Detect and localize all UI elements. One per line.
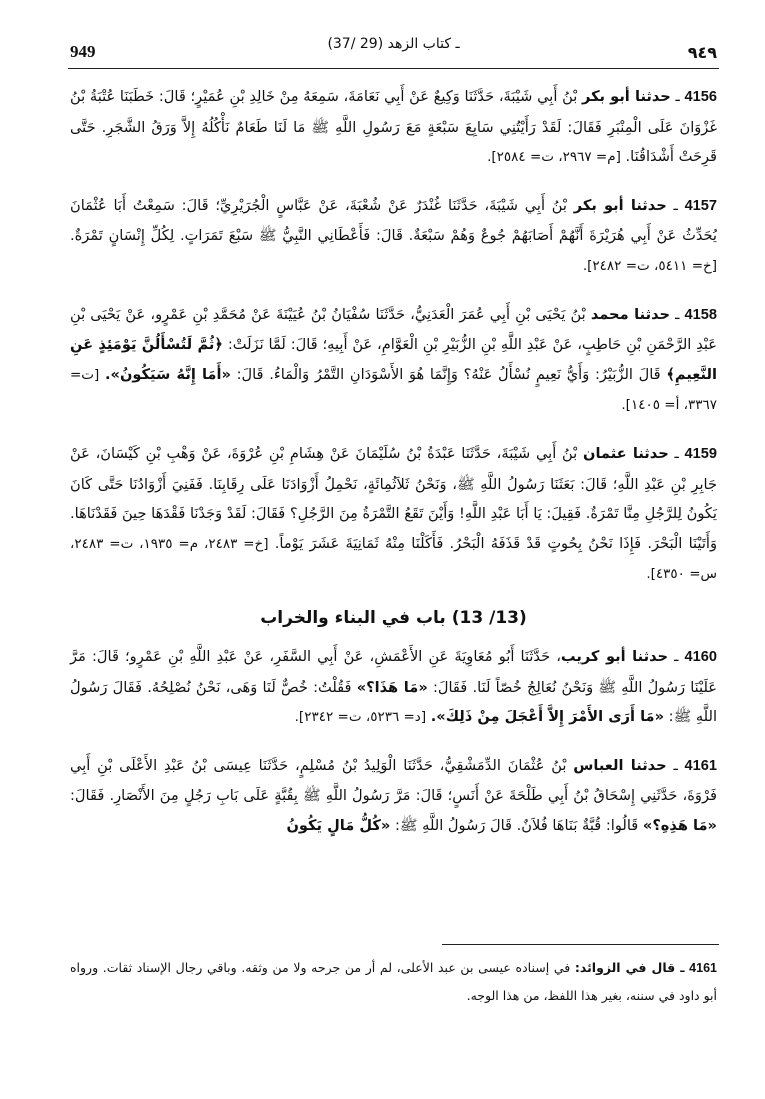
hadith-text: بْنُ أَبِي شَيْبَةَ، حَدَّثَنَا غُنْدَرٌ عَنْ شُعْبَةَ، عَنْ عَبَّاسٍ الْجُرَيْرِيِّ؛ قَالَ: سَمِعْتُ أَبَا عُثْمَانَ يُحَدِّثُ عَنْ أَبِي هُرَيْرَةَ أَنَّهُمْ أَصَابَهُمْ جُوعٌ وَهُمْ سَبْعَةٌ. قَالَ: فَأَعْطَانِي النَّبِيُّ ﷺ سَبْعَ تَمَرَاتٍ. لِكُلِّ إِنْسَانٍ تَمْرَةٌ. <box>70 196 717 245</box>
hadith-reference: [د= ٥٢٣٦، ت= ٢٣٤٢]. <box>294 709 427 726</box>
chapter-heading: (13/ 13) باب في البناء والخراب <box>260 607 527 628</box>
footnote-number: 4161 <box>689 961 717 975</box>
hadith-lead: حدثنا أبو بكر <box>573 196 667 214</box>
footnote <box>70 954 717 1010</box>
hadith-reference: [م= ٢٩٦٧، ت= ٢٥٨٤]. <box>487 149 621 166</box>
hadith-number: 4158 <box>684 306 717 323</box>
hadith-paragraph: 4156 ـ حدثنا أبو بكر بْنُ أَبِي شَيْبَةَ، حَدَّثَنَا وَكِيعٌ عَنْ أَبِي نَعَامَةَ، سَمِعَهُ مِنْ خَالِدِ بْنِ عُمَيْرٍ؛ قَالَ: خَطَبَنَا عُتْبَةُ بْنُ غَزْوَانَ عَلَى الْمِنْبَرِ فَقَالَ: لَقَدْ رَأَيْتُنِي سَابِعَ سَبْعَةٍ مَعَ رَسُولِ اللَّهِ ﷺ مَا لَنَا طَعَامٌ نَأْكُلُهُ إِلاَّ وَرَقُ الشَّجَرِ. حَتَّى قَرِحَتْ أَشْدَاقُنَا. [م= ٢٩٦٧، ت= ٢٥٨٤]. <box>70 88 717 166</box>
hadith-lead: حدثنا العباس <box>573 756 667 774</box>
hadith-reference: [ت= ٣٣٦٧، أ= ١٤٠٥]. <box>70 366 717 414</box>
hadith-text: بْنُ عُثْمَانَ الدِّمَشْقِيُّ، حَدَّثَنَا الْوَلِيدُ بْنُ مُسْلِمٍ، حَدَّثَنَا عِيسَى بْنُ عَبْدِ الأَعْلَى بْنِ أَبِي فَرْوَةَ، حَدَّثَنِي إِسْحَاقُ بْنُ أَبِي طَلْحَةَ عَنْ أَنَسٍ؛ قَالَ: مَرَّ رَسُولُ اللَّهِ ﷺ بِقُبَّةٍ عَلَى بَابِ رَجُلٍ مِنَ الأَنْصَارِ. فَقَالَ: <box>70 756 717 805</box>
hadith-reference: [خ= ٢٤٨٣، م= ١٩٣٥، ت= ٢٤٨٣، س= ٤٣٥٠]. <box>70 535 717 583</box>
hadith-number: 4161 <box>684 757 717 774</box>
quran-quote: ﴿ثُمَّ لَتُسْأَلُنَّ يَوْمَئِذٍ عَنِ النَّعِيمِ﴾ <box>70 336 717 383</box>
footnote-rule <box>442 944 719 945</box>
header-rule <box>68 68 719 69</box>
page-number-arabic: ٩٤٩ <box>687 43 717 62</box>
hadith-text: بْنُ أَبِي شَيْبَةَ، حَدَّثَنَا عَبْدَةُ بْنُ سُلَيْمَانَ عَنْ هِشَامِ بْنِ عُرْوَةَ، عَنْ وَهْبِ بْنِ كَيْسَانَ، عَنْ جَابِرِ بْنِ عَبْدِ اللَّهِ؛ قَالَ: بَعَثَنَا رَسُولُ اللَّهِ ﷺ، وَنَحْنُ ثَلاَثُمِائَةٍ، نَحْمِلُ أَزْوَادَنَا عَلَى رِقَابِنَا. فَفَنِيَ أَزْوَادُنَا حَتَّى كَانَ يَكُونُ لِلرَّجُلِ مِنَّا تَمْرَةٌ. فَقِيلَ: يَا أَبَا عَبْدِ اللَّهِ! وَأَيْنَ تَقَعُ التَّمْرَةُ مِنَ الرَّجُلِ؟ فَقَالَ: لَقَدْ وَجَدْنَا فَقْدَهَا حِينَ فَقَدْنَاهَا. وَأَتَيْنَا الْبَحْرَ. فَإِذَا نَحْنُ بِحُوتٍ قَدْ قَذَفَهُ الْبَحْرُ. فَأَكَلْنَا مِنْهُ ثَمَانِيَةَ عَشَرَ يَوْماً. <box>70 444 717 552</box>
prophetic-quote: «مَا أَرَى الأَمْرَ إِلاَّ أَعْجَلَ مِنْ ذَلِكَ». <box>430 708 665 726</box>
hadith-text: ، حَدَّثَنَا أَبُو مُعَاوِيَةَ عَنِ الأَعْمَشِ، عَنْ أَبِي السَّفَرِ، عَنْ عَبْدِ اللَّهِ بْنِ عَمْرٍو؛ قَالَ: مَرَّ عَلَيْنَا رَسُولُ اللَّهِ ﷺ وَنَحْنُ نُعَالِجُ خُصّاً لَنَا. فَقَالَ: <box>70 647 717 696</box>
hadith-number: 4156 <box>684 89 717 105</box>
running-title: (37/ 29) ـ كتاب الزهد <box>327 36 460 52</box>
page-header <box>70 32 717 62</box>
hadith-paragraph: 4159 ـ حدثنا عثمان بْنُ أَبِي شَيْبَةَ، حَدَّثَنَا عَبْدَةُ بْنُ سُلَيْمَانَ عَنْ هِشَامِ بْنِ عُرْوَةَ، عَنْ وَهْبِ بْنِ كَيْسَانَ، عَنْ جَابِرِ بْنِ عَبْدِ اللَّهِ؛ قَالَ: بَعَثَنَا رَسُولُ اللَّهِ ﷺ، وَنَحْنُ ثَلاَثُمِائَةٍ، نَحْمِلُ أَزْوَادَنَا عَلَى رِقَابِنَا. فَفَنِيَ أَزْوَادُنَا حَتَّى كَانَ يَكُونُ لِلرَّجُلِ مِنَّا تَمْرَةٌ. فَقِيلَ: يَا أَبَا عَبْدِ اللَّهِ! وَأَيْنَ تَقَعُ التَّمْرَةُ مِنَ الرَّجُلِ؟ فَقَالَ: لَقَدْ وَجَدْنَا فَقْدَهَا حِينَ فَقَدْنَاهَا. وَأَتَيْنَا الْبَحْرَ. فَإِذَا نَحْنُ بِحُوتٍ قَدْ قَذَفَهُ الْبَحْرُ. فَأَكَلْنَا مِنْهُ ثَمَانِيَةَ عَشَرَ يَوْماً. [خ= ٢٤٨٣، م= ١٩٣٥، ت= ٢٤٨٣، س= ٤٣٥٠]. <box>70 444 717 583</box>
hadith-lead: حدثنا أبو بكر <box>581 88 671 105</box>
hadith-paragraph: 4160 ـ حدثنا أبو كريب، حَدَّثَنَا أَبُو مُعَاوِيَةَ عَنِ الأَعْمَشِ، عَنْ أَبِي السَّفَرِ، عَنْ عَبْدِ اللَّهِ بْنِ عَمْرٍو؛ قَالَ: مَرَّ عَلَيْنَا رَسُولُ اللَّهِ ﷺ وَنَحْنُ نُعَالِجُ خُصّاً لَنَا. فَقَالَ: «مَا هَذَا؟» فَقُلْتُ: خُصٌّ لَنَا وَهَى، نَحْنُ نُصْلِحُهُ. فَقَالَ رَسُولُ اللَّهِ ﷺ: «مَا أَرَى الأَمْرَ إِلاَّ أَعْجَلَ مِنْ ذَلِكَ». [د= ٥٢٣٦، ت= ٢٣٤٢]. <box>70 647 718 726</box>
footnote-lead: ـ قال في الزوائد: <box>574 960 685 975</box>
prophetic-quote: «مَا هَذَا؟» <box>356 678 428 696</box>
footnote-text: في إسناده عيسى بن عبد الأعلى، لم أر من جرحه ولا من وثقه. وباقي رجال الإسناد ثقات. ورواه أبو داود في سننه، بغير هذا اللفظ، من هذا الوجه. <box>70 960 717 1003</box>
prophetic-quote: «مَا هَذِهِ؟» <box>642 816 717 834</box>
hadith-lead: حدثنا أبو كريب <box>560 647 669 665</box>
hadith-lead: حدثنا محمد <box>590 305 671 323</box>
hadith-text: بْنُ أَبِي شَيْبَةَ، حَدَّثَنَا وَكِيعٌ عَنْ أَبِي نَعَامَةَ، سَمِعَهُ مِنْ خَالِدِ بْنِ عُمَيْرٍ؛ قَالَ: خَطَبَنَا عُتْبَةُ بْنُ غَزْوَانَ عَلَى الْمِنْبَرِ فَقَالَ: لَقَدْ رَأَيْتُنِي سَابِعَ سَبْعَةٍ مَعَ رَسُولِ اللَّهِ ﷺ مَا لَنَا طَعَامٌ نَأْكُلُهُ إِلاَّ وَرَقُ الشَّجَرِ. حَتَّى قَرِحَتْ أَشْدَاقُنَا. <box>70 88 717 166</box>
page-number-latin: 949 <box>70 42 96 61</box>
hadith-paragraph: 4158 ـ حدثنا محمد بْنُ يَحْيَى بْنِ أَبِي عُمَرَ الْعَدَنِيُّ، حَدَّثَنَا سُفْيَانُ بْنُ عُيَيْنَةَ عَنْ مُحَمَّدِ بْنِ عَمْرٍو، عَنْ يَحْيَى بْنِ عَبْدِ الرَّحْمَنِ بْنِ حَاطِبٍ، عَنْ عَبْدِ اللَّهِ بْنِ الزُّبَيْرِ بْنِ الْعَوَّامِ، عَنْ أَبِيهِ؛ قَالَ: لَمَّا نَزَلَتْ: ﴿ثُمَّ لَتُسْأَلُنَّ يَوْمَئِذٍ عَنِ النَّعِيمِ﴾ قَالَ الزُّبَيْرُ: وَأَيُّ نَعِيمٍ نُسْأَلُ عَنْهُ؟ وَإِنَّمَا هُوَ الأَسْوَدَانِ التَّمْرُ وَالْمَاءُ. قَالَ: «أَمَا إِنَّهُ سَيَكُونُ». [ت= ٣٣٦٧، أ= ١٤٠٥]. <box>70 305 717 414</box>
hadith-text-continued: فَقُلْتُ: خُصٌّ لَنَا وَهَى، نَحْنُ نُصْلِحُهُ. فَقَالَ رَسُولُ اللَّهِ ﷺ: <box>70 678 717 726</box>
hadith-text-continued: قَالَ الزُّبَيْرُ: وَأَيُّ نَعِيمٍ نُسْأَلُ عَنْهُ؟ وَإِنَّمَا هُوَ الأَسْوَدَانِ التَّمْرُ وَالْمَاءُ. قَالَ: <box>236 365 661 383</box>
prophetic-quote: «أَمَا إِنَّهُ سَيَكُونُ». <box>104 365 231 383</box>
hadith-text-continued: قَالُوا: قُبَّةٌ بَنَاهَا فُلاَنٌ. قَالَ رَسُولُ اللَّهِ ﷺ: <box>394 816 639 834</box>
prophetic-quote: «كُلُّ مَالٍ يَكُونُ <box>286 816 391 834</box>
main-text <box>70 82 717 858</box>
hadith-text: بْنُ يَحْيَى بْنِ أَبِي عُمَرَ الْعَدَنِيُّ، حَدَّثَنَا سُفْيَانُ بْنُ عُيَيْنَةَ عَنْ مُحَمَّدِ بْنِ عَمْرٍو، عَنْ يَحْيَى بْنِ عَبْدِ الرَّحْمَنِ بْنِ حَاطِبٍ، عَنْ عَبْدِ اللَّهِ بْنِ الزُّبَيْرِ بْنِ الْعَوَّامِ، عَنْ أَبِيهِ؛ قَالَ: لَمَّا نَزَلَتْ: <box>70 305 717 354</box>
hadith-number: 4157 <box>684 197 718 214</box>
hadith-lead: حدثنا عثمان <box>583 444 669 462</box>
hadith-paragraph: 4161 ـ حدثنا العباس بْنُ عُثْمَانَ الدِّمَشْقِيُّ، حَدَّثَنَا الْوَلِيدُ بْنُ مُسْلِمٍ، حَدَّثَنَا عِيسَى بْنُ عَبْدِ الأَعْلَى بْنِ أَبِي فَرْوَةَ، حَدَّثَنِي إِسْحَاقُ بْنُ أَبِي طَلْحَةَ عَنْ أَنَسٍ؛ قَالَ: مَرَّ رَسُولُ اللَّهِ ﷺ بِقُبَّةٍ عَلَى بَابِ رَجُلٍ مِنَ الأَنْصَارِ. فَقَالَ: «مَا هَذِهِ؟» قَالُوا: قُبَّةٌ بَنَاهَا فُلاَنٌ. قَالَ رَسُولُ اللَّهِ ﷺ: «كُلُّ مَالٍ يَكُونُ <box>70 756 717 834</box>
hadith-reference: [خ= ٥٤١١، ت= ٢٤٨٢]. <box>582 257 717 274</box>
hadith-number: 4160 <box>684 648 718 665</box>
hadith-number: 4159 <box>684 445 717 462</box>
hadith-paragraph: 4157 ـ حدثنا أبو بكر بْنُ أَبِي شَيْبَةَ، حَدَّثَنَا غُنْدَرٌ عَنْ شُعْبَةَ، عَنْ عَبَّاسٍ الْجُرَيْرِيِّ؛ قَالَ: سَمِعْتُ أَبَا عُثْمَانَ يُحَدِّثُ عَنْ أَبِي هُرَيْرَةَ أَنَّهُمْ أَصَابَهُمْ جُوعٌ وَهُمْ سَبْعَةٌ. قَالَ: فَأَعْطَانِي النَّبِيُّ ﷺ سَبْعَ تَمَرَاتٍ. لِكُلِّ إِنْسَانٍ تَمْرَةٌ. [خ= ٥٤١١، ت= ٢٤٨٢]. <box>70 196 718 274</box>
